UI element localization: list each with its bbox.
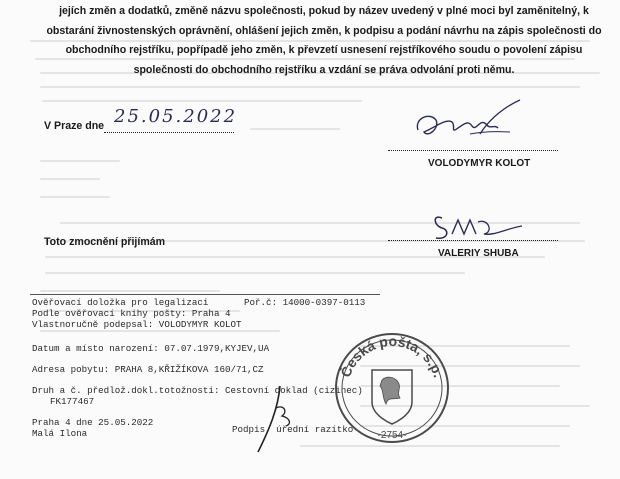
signatory-2-name: VALERIY SHUBA (438, 248, 519, 259)
verification-book-line: Podle ověřovací knihy pošty: Praha 4 (32, 308, 231, 319)
verification-doc-type-line: Druh a č. předlož.dokl.totožnosti: Cestovní doklad (cizinec) (32, 385, 363, 396)
stamp-number: -2754- (377, 430, 407, 441)
postal-stamp-icon (328, 326, 456, 450)
date-dotted-line (104, 132, 234, 133)
stamp-top-text: Česká pošta, s.p. (337, 332, 447, 380)
verification-reg-number: Poř.č: 14000-0397-0113 (244, 297, 366, 308)
verification-title: Ověřovací doložka pro legalizaci (32, 297, 209, 308)
verification-clerk-name: Malá Ilona (32, 428, 88, 439)
verification-signed-line: Vlastnoručně podepsal: VOLODYMYR KOLOT (32, 319, 242, 330)
place-label: V Praze dne (44, 120, 105, 132)
paragraph-line: společnosti do obchodního rejstříku a vzdání se práva odvolání proti němu. (133, 63, 515, 76)
handwritten-date: 25.05.2022 (114, 106, 238, 127)
clerk-signature-icon (250, 378, 300, 458)
signature-kolot-icon (410, 98, 530, 148)
paragraph-line: obstarání živnostenských oprávnění, ohlášení jejich změn, k podpisu a podání návrhu na zápis společnosti do (46, 24, 602, 37)
signature-line-2 (388, 240, 558, 241)
authorization-paragraph (44, 2, 604, 80)
verification-place-date: Praha 4 dne 25.05.2022 (32, 417, 154, 428)
signatory-1-name: VOLODYMYR KOLOT (428, 158, 531, 169)
verification-birth-line: Datum a místo narození: 07.07.1979,KYJEV,UA (32, 343, 270, 354)
verification-doc-number: FK177467 (50, 396, 95, 407)
paragraph-line: jejích změn a dodatků, změně názvu společnosti, pokud by název uvedený v plné moci byl zaměnitelný, k (59, 5, 589, 17)
verification-address-line: Adresa pobytu: PRAHA 8,KŘIŽÍKOVA 160/71,CZ (32, 364, 264, 375)
signature-line-1 (388, 150, 558, 151)
verification-top-rule (30, 294, 380, 295)
signature-stamp-label: Podpis, úřední razítko (232, 424, 354, 435)
paragraph-line: obchodního rejstříku, popřípadě jeho změn, k převzetí usnesení rejstříkového soudu o povolení zápisu (65, 44, 583, 56)
acceptance-label: Toto zmocnění přijímám (44, 236, 166, 248)
